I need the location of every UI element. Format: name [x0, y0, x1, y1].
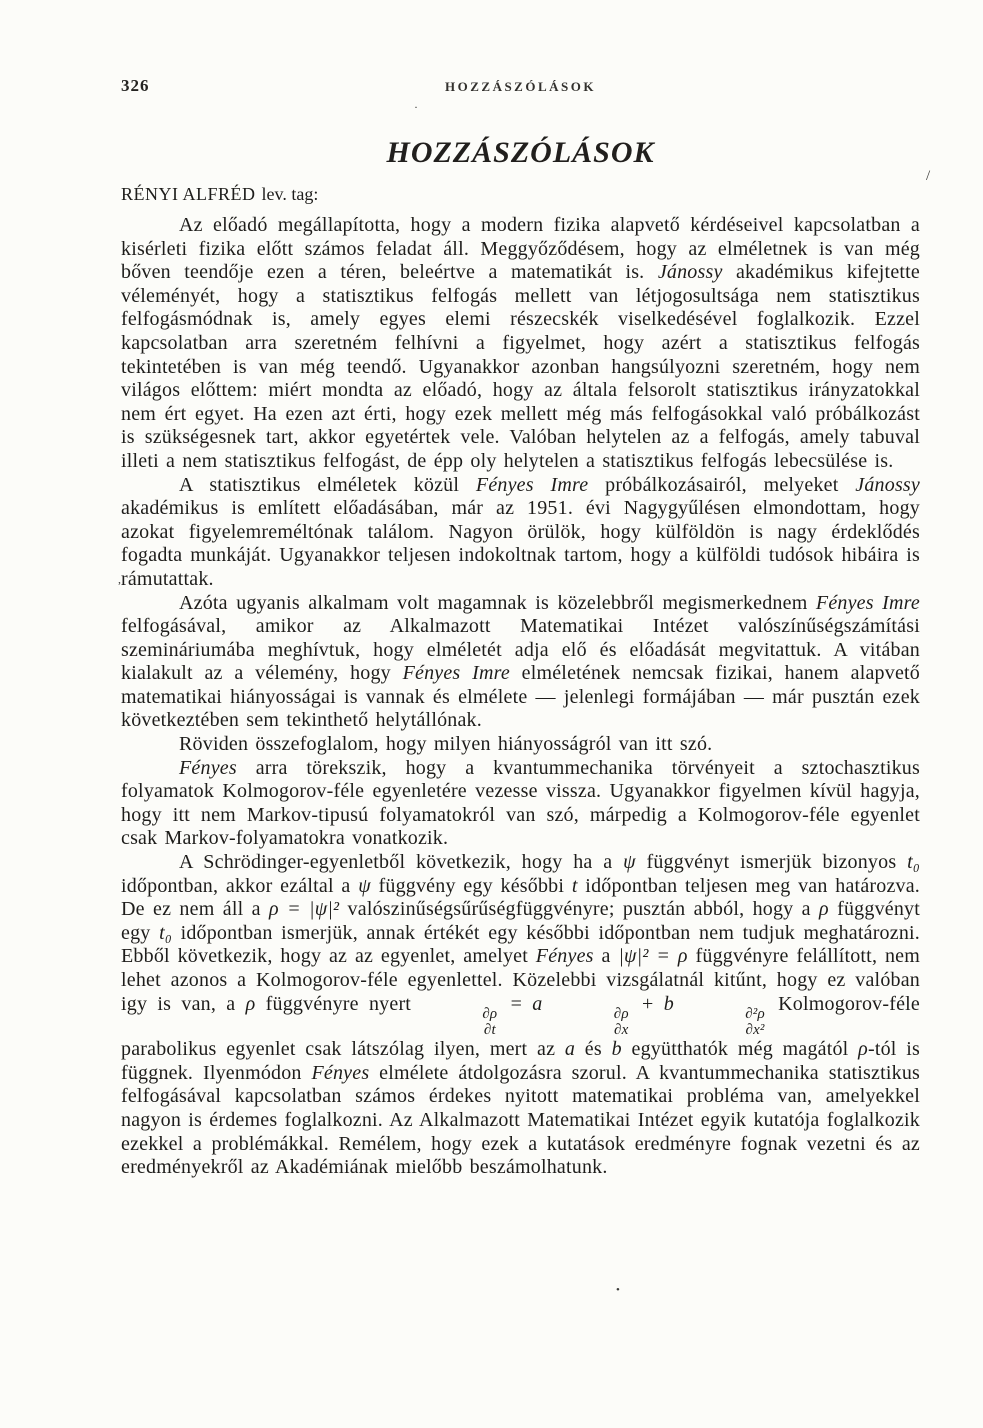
paragraph: [121, 214, 920, 474]
scan-artifact-slash: /: [926, 168, 931, 184]
speaker-name: RÉNYI ALFRÉD: [121, 184, 256, 204]
text-run: +: [631, 992, 664, 1015]
paragraph: [121, 757, 920, 851]
page-title: HOZZÁSZÓLÁSOK: [386, 136, 655, 169]
text-run: függvény egy későbbi: [370, 874, 572, 897]
text-run: Jánossy: [657, 261, 723, 284]
scan-artifact-speck: ·: [414, 100, 418, 114]
fraction: ∂ρ ∂t: [482, 1005, 498, 1039]
text-run: |ψ|² = ρ: [618, 945, 688, 968]
text-run: Fényes: [535, 945, 594, 968]
page-number: 326: [121, 76, 150, 95]
speaker-role: lev. tag:: [261, 184, 319, 204]
text-run: Fényes Imre: [815, 591, 920, 614]
text-run: időpontban, akkor ezáltal a: [121, 874, 359, 897]
text-run: valószinűségsűrűségfüggvényre; pusztán abból, hogy a: [339, 898, 820, 921]
text-run: a: [593, 945, 619, 968]
text-run: Jánossy: [855, 473, 920, 496]
text-run: ψ: [623, 851, 636, 874]
text-run: t₀: [907, 851, 920, 874]
text-run: ρ = |ψ|²: [268, 898, 340, 921]
text-run: Fényes: [311, 1061, 370, 1084]
text-run: t: [571, 874, 578, 897]
text-run: a: [532, 992, 543, 1015]
text-run: elméletének nemcsak fizikai, hanem alapvető matematikai hiányosságai is vannak és elmélete — jelenlegi formájában — már pusztán ezek következtében sem tekinthető helytállónak.: [121, 662, 920, 732]
text-run: akadémikus is említett előadásában, már az 1951. évi Nagygyűlésen elmondottam, hogy azokat figyelemreméltónak találom. Nagyon örülök, hogy külföldön is nagy érdeklődés fogadta munkáját. Ugyanakkor teljesen indokoltnak tartom, hogy a külföldi tudósok hibáira is rámutattak.: [121, 497, 920, 590]
text-run: ρ: [858, 1038, 868, 1061]
text-run: Fényes Imre: [402, 662, 510, 685]
text-run: b: [663, 992, 674, 1015]
text-run: =: [500, 992, 533, 1015]
text-run: b: [611, 1038, 622, 1061]
paragraph: [121, 474, 920, 592]
paragraph: [121, 733, 920, 757]
text-run: ρ: [819, 898, 829, 921]
text-run: Fényes: [179, 756, 237, 779]
text-run: A statisztikus elméletek közül: [179, 473, 476, 496]
text-run: A Schrödinger-egyenletből következik, hogy ha a: [179, 851, 624, 874]
text-block: [121, 76, 920, 1180]
fraction: ∂²ρ ∂x²: [745, 1005, 765, 1039]
text-run: a: [564, 1038, 576, 1061]
article-body: [121, 214, 920, 1180]
text-run: [674, 993, 684, 1015]
text-run: arra törekszik, hogy a kvantummechanika törvényeit a sztochasztikus folyamatok Kolmogorov-féle egyenletére vezesse vissza. Ugyanakkor figyelmen kívül hagyja, hogy itt nem Markov-tipusú folyamatokról van szó, márpedig a Kolmogorov-féle egyenlet csak Markov-folyamatokra vonatkozik.: [121, 756, 920, 850]
text-run: akadémikus kifejtette véleményét, hogy a statisztikus felfogás mellett van létjogosultsága nem statisztikus felfogásmódnak is, amely egyes elemi részecskék viselkedésével foglalkozik. Ezzel kapcsolatban arra szeretném felhívni a figyelmet, hogy azért a statisztikus felfogás tekintetében is van még teendő. Ugyanakkor azonban hangsúlyozni szeretném, hogy nem világos előttem: miért mondta az előadó, hogy az általa felsorolt statisztikus irányzatokkal nem ért egyet. Ha ezen azt érti, hogy ezek mellett még más felfogásokkal való próbálkozást is szükségesnek tart, akkor egyetértek vele. Valóban helytelen az a felfogás, amely tabuval illeti a nem statisztikus felfogást, de épp oly helytelen a statisztikus felfogás lebecsülése is.: [121, 261, 920, 472]
text-run: ψ: [358, 874, 371, 897]
text-run: Röviden összefoglalom, hogy milyen hiányosságról van itt szó.: [179, 733, 713, 756]
text-run: és: [575, 1038, 612, 1061]
scan-artifact-dot: •: [616, 1284, 620, 1296]
text-run: együtthatók még magától: [621, 1038, 859, 1061]
text-run: t₀: [159, 921, 172, 944]
speaker-line: [121, 184, 920, 205]
text-run: függvényre nyert: [255, 992, 422, 1015]
fraction: ∂ρ ∂x: [613, 1005, 629, 1039]
running-head: HOZZÁSZÓLÁSOK: [445, 79, 596, 94]
text-run: függvényt ismerjük bizonyos: [635, 851, 908, 874]
text-run: időpontban teljesen meg van határozva. De ez nem áll a: [121, 874, 921, 921]
text-run: időpontban ismerjük, annak értékét egy későbbi időpontban nem tudjuk meghatározni. Ebből következik, hogy az az egyenlet, amelyet: [121, 921, 920, 968]
text-run: próbálkozásairól, melyeket: [588, 473, 856, 496]
scan-artifact-comma: ,: [118, 572, 121, 586]
text-run: függvényre felállított, nem lehet azonos a Kolmogorov-féle egyenlettel. Közelebbi vizsgálatnál kitűnt, hogy ez valóban igy is van, a: [121, 945, 920, 1015]
text-run: elmélete átdolgozásra szorul. A kvantummechanika statisztikus felfogásával kapcsolatban számos érdekes nyitott matematikai probléma van, amelyekkel nagyon is érdemes foglalkozni. Az Alkalmazott Matematikai Intézet egyik kutatója foglalkozik ezekkel a problémákkal. Remélem, hogy ezek a kutatások eredményre fognak vezetni és az eredményekről az Akadémiának mielőbb beszámolhatunk.: [121, 1061, 921, 1179]
page-header: [121, 76, 920, 98]
text-run: -tól is függnek. Ilyenmódon: [121, 1038, 920, 1084]
text-run: Kolmogorov-féle parabolikus egyenlet csak látszólag ilyen, mert az: [121, 992, 920, 1061]
text-run: Az előadó megállapította, hogy a modern fizika alapvető kérdéseivel kapcsolatban a kisérleti fizika előtt számos feladat áll. Meggyőződésem, hogy az elméletnek is van még bőven teendője ezen a téren, beleértve a matematikát is.: [121, 214, 920, 284]
text-run: Azóta ugyanis alkalmam volt magamnak is közelebbről megismerkednem: [179, 591, 816, 614]
text-run: Fényes Imre: [475, 473, 589, 496]
text-run: függvényt egy: [121, 898, 921, 944]
paragraph: [121, 592, 920, 734]
text-run: [543, 993, 553, 1015]
paragraph: [121, 851, 920, 1180]
text-run: ρ: [245, 992, 256, 1015]
text-run: felfogásával, amikor az Alkalmazott Matematikai Intézet valószínűségszámítási szemináriumába meghívtuk, hogy elméletét adja elő és előadását megvitattuk. A vitában kialakult az a vélemény, hogy: [121, 615, 920, 685]
